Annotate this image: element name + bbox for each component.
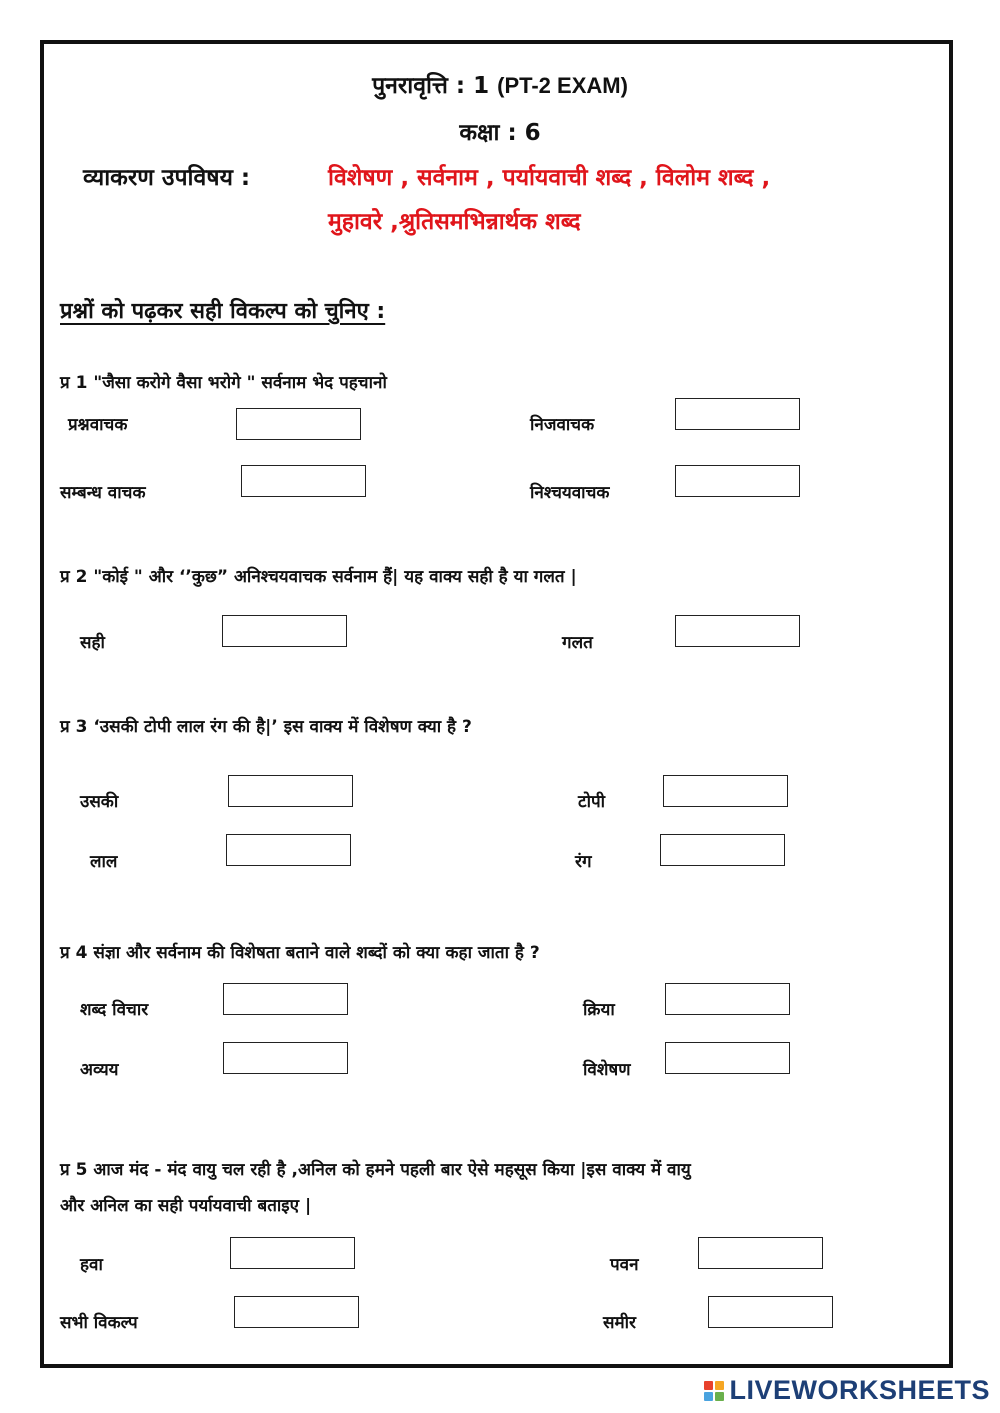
- q3-option-label: रंग: [575, 852, 592, 872]
- topics-line-2: मुहावरे ,श्रुतिसमभिन्नार्थक शब्द: [328, 209, 581, 235]
- question-2: प्र 2 "कोई " और ‘’कुछ” अनिश्चयवाचक सर्वनाम हैं| यह वाक्य सही है या गलत |: [60, 567, 577, 587]
- q3-answer-box-4[interactable]: [660, 834, 785, 866]
- question-5-line-2: और अनिल का सही पर्यायवाची बताइए |: [60, 1196, 312, 1216]
- question-4: प्र 4 संज्ञा और सर्वनाम की विशेषता बताने वाले शब्दों को क्या कहा जाता है ?: [60, 943, 540, 963]
- q5-answer-box-1[interactable]: [230, 1237, 355, 1269]
- q1-answer-box-1[interactable]: [236, 408, 361, 440]
- q4-option-label: विशेषण: [583, 1060, 631, 1080]
- q3-option-label: उसकी: [80, 792, 119, 812]
- liveworksheets-brand[interactable]: [704, 1375, 990, 1406]
- question-5-line-1: प्र 5 आज मंद - मंद वायु चल रही है ,अनिल को हमने पहली बार ऐसे महसूस किया |इस वाक्य में वायु: [60, 1160, 691, 1180]
- q4-answer-box-1[interactable]: [223, 983, 348, 1015]
- q2-answer-box-1[interactable]: [222, 615, 347, 647]
- q3-answer-box-3[interactable]: [226, 834, 351, 866]
- q4-option-label: क्रिया: [583, 1000, 615, 1020]
- q5-answer-box-4[interactable]: [708, 1296, 833, 1328]
- q4-answer-box-4[interactable]: [665, 1042, 790, 1074]
- q5-answer-box-3[interactable]: [234, 1296, 359, 1328]
- q5-option-label: समीर: [603, 1313, 637, 1333]
- q1-answer-box-3[interactable]: [241, 465, 366, 497]
- question-1: प्र 1 "जैसा करोगे वैसा भरोगे " सर्वनाम भेद पहचानो: [60, 373, 387, 393]
- q1-option-label: सम्बन्ध वाचक: [60, 483, 146, 503]
- q3-option-label: लाल: [90, 852, 118, 872]
- q5-option-label: पवन: [610, 1255, 639, 1275]
- q3-answer-box-1[interactable]: [228, 775, 353, 807]
- q1-answer-box-4[interactable]: [675, 465, 800, 497]
- q5-answer-box-2[interactable]: [698, 1237, 823, 1269]
- q2-answer-box-2[interactable]: [675, 615, 800, 647]
- instruction-heading: प्रश्नों को पढ़कर सही विकल्प को चुनिए :: [60, 299, 386, 324]
- q5-option-label: हवा: [80, 1255, 103, 1275]
- question-3: प्र 3 ‘उसकी टोपी लाल रंग की है|’ इस वाक्य में विशेषण क्या है ?: [60, 717, 472, 737]
- brand-name: LIVEWORKSHEETS: [729, 1375, 990, 1405]
- q3-answer-box-2[interactable]: [663, 775, 788, 807]
- q4-option-label: अव्यय: [80, 1060, 119, 1080]
- q4-option-label: शब्द विचार: [80, 1000, 149, 1020]
- class-line: कक्षा : 6: [459, 120, 541, 146]
- q1-option-label: प्रश्नवाचक: [68, 415, 128, 435]
- q1-option-label: निजवाचक: [530, 415, 595, 435]
- q3-option-label: टोपी: [578, 792, 606, 812]
- q2-option-label: सही: [80, 633, 105, 653]
- liveworksheets-logo-icon: [704, 1381, 724, 1401]
- topics-line-1: विशेषण , सर्वनाम , पर्यायवाची शब्द , विलोम शब्द ,: [328, 165, 771, 191]
- q2-option-label: गलत: [562, 633, 593, 653]
- q5-option-label: सभी विकल्प: [60, 1313, 138, 1333]
- worksheet-title: पुनरावृत्ति : 1 (PT-2 EXAM): [372, 73, 628, 99]
- q4-answer-box-3[interactable]: [223, 1042, 348, 1074]
- topics-label: व्याकरण उपविषय :: [83, 165, 251, 191]
- q4-answer-box-2[interactable]: [665, 983, 790, 1015]
- q1-option-label: निश्चयवाचक: [530, 483, 610, 503]
- q1-answer-box-2[interactable]: [675, 398, 800, 430]
